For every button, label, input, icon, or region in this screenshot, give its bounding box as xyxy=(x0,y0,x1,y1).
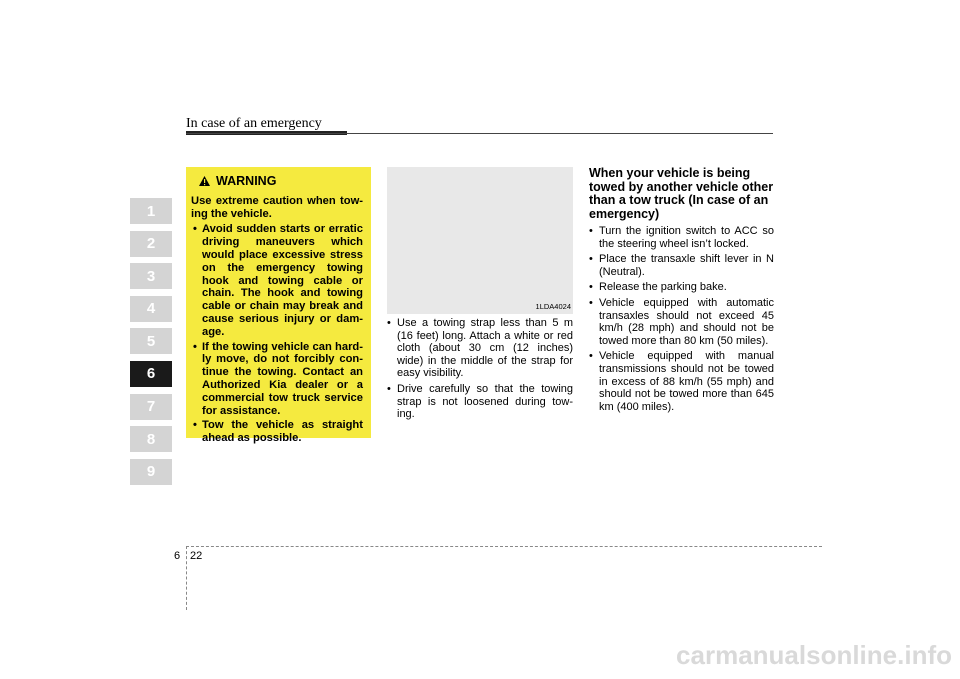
footer-divider xyxy=(186,546,187,610)
warning-heading xyxy=(199,175,363,188)
chapter-tab-3[interactable]: 3 xyxy=(130,263,172,289)
illustration-placeholder xyxy=(387,167,573,314)
warning-item: • Tow the vehicle as straight ahead as possible. xyxy=(191,419,363,445)
warning-intro: Use extreme caution when tow-ing the vehicle. xyxy=(191,194,363,220)
towing-strap-list xyxy=(387,317,573,424)
footer-chapter-number: 6 xyxy=(174,550,181,562)
list-item: • Turn the ignition switch to ACC so the steering wheel isn’t locked. xyxy=(589,225,774,250)
footer-rule xyxy=(186,546,822,547)
warning-item: • If the towing vehicle can hard-ly move, do not forcibly con-tinue the towing. Contact an Authorized Kia dealer or a commercial tow truck service for assistance. xyxy=(191,341,363,418)
list-item: • Use a towing strap less than 5 m (16 feet) long. Attach a white or red cloth (about 30 cm (12 inches) wide) in the middle of the strap for easy visibility. xyxy=(387,317,573,380)
page-header-title: In case of an emergency xyxy=(186,116,322,131)
chapter-tab-7[interactable]: 7 xyxy=(130,394,172,420)
list-item: • Vehicle equipped with automatic transaxles should not exceed 45 km/h (28 mph) and should not be towed more than 80 km (50 miles). xyxy=(589,297,774,347)
list-item: • Release the parking bake. xyxy=(589,281,774,294)
chapter-tab-4[interactable]: 4 xyxy=(130,296,172,322)
chapter-tab-8[interactable]: 8 xyxy=(130,426,172,452)
chapter-tabs xyxy=(130,198,172,491)
chapter-tab-9[interactable]: 9 xyxy=(130,459,172,485)
list-item: • Vehicle equipped with manual transmissions should not be towed in excess of 88 km/h (55 mph) and should not be towed more than 645 km (400 miles). xyxy=(589,350,774,413)
warning-title: WARNING xyxy=(216,174,277,188)
chapter-tab-1[interactable]: 1 xyxy=(130,198,172,224)
warning-item: • Avoid sudden starts or erratic driving maneuvers which would place excessive stress on the emergency towing hook and towing cable or chain. The hook and towing cable or chain may break and cause serious injury or dam-age. xyxy=(191,223,363,338)
towed-steps-list xyxy=(589,225,774,413)
header-rule xyxy=(186,133,773,134)
warning-triangle-icon xyxy=(199,176,210,186)
list-item: • Place the transaxle shift lever in N (Neutral). xyxy=(589,253,774,278)
towed-by-vehicle-section xyxy=(589,167,774,416)
section-title: When your vehicle is being towed by another vehicle other than a tow truck (In case of an emergency) xyxy=(589,166,774,221)
chapter-tab-2[interactable]: 2 xyxy=(130,231,172,257)
footer-page-number: 22 xyxy=(190,550,203,562)
chapter-tab-5[interactable]: 5 xyxy=(130,328,172,354)
watermark: carmanualsonline.info xyxy=(676,640,952,670)
illustration-code: 1LDA4024 xyxy=(535,302,571,311)
chapter-tab-6[interactable]: 6 xyxy=(130,361,172,387)
warning-list xyxy=(191,223,363,445)
list-item: • Drive carefully so that the towing strap is not loosened during tow-ing. xyxy=(387,383,573,421)
warning-box xyxy=(186,167,371,445)
